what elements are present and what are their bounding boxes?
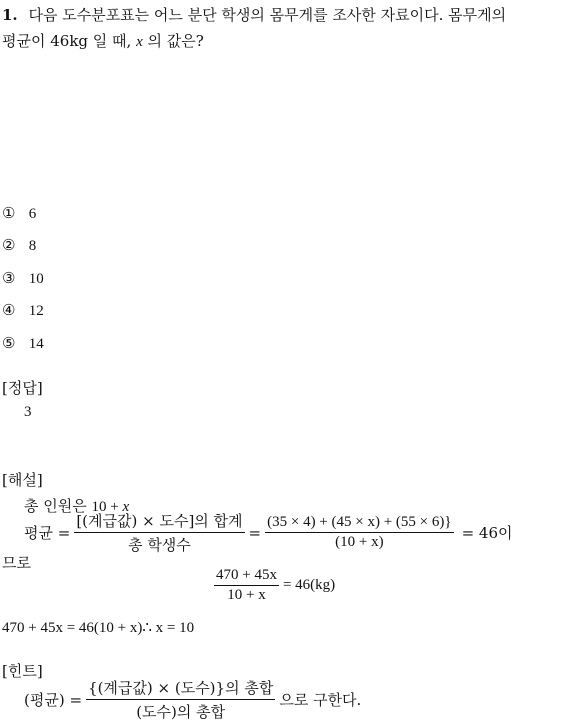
equation-2-numerator: 470 + 45x — [214, 567, 279, 586]
choice-3[interactable] — [2, 269, 44, 288]
hint-formula — [24, 677, 361, 722]
hint-fraction — [86, 677, 275, 722]
hint-fraction-numerator: {(계급값) × (도수)}의 총합 — [86, 677, 275, 700]
explanation-line-3: 므로 — [2, 554, 31, 572]
choice-2[interactable] — [2, 236, 36, 255]
choice-2-value: 8 — [28, 238, 37, 254]
choice-4-mark: ④ — [2, 301, 16, 319]
mean-fraction-1-denominator: 총 학생수 — [128, 536, 191, 554]
mean-fraction-1 — [74, 510, 244, 555]
equation-2-denominator: 10 + x — [227, 587, 266, 603]
explanation-final-line: 470 + 45x = 46(10 + x)∴ x = 10 — [2, 620, 195, 636]
hint-fraction-denominator: (도수)의 총합 — [136, 703, 226, 721]
explanation-total-math: 10 + — [91, 499, 123, 515]
question-variable: x — [136, 34, 143, 50]
equation-2-fraction — [214, 567, 279, 604]
hint-lhs: (평균) = — [24, 691, 83, 709]
choice-3-mark: ③ — [2, 269, 16, 287]
choice-1-mark: ① — [2, 204, 16, 222]
question-text-line-1: 다음 도수분포표는 어느 분단 학생의 몸무게를 조사한 자료이다. 몸무게의 — [28, 6, 507, 24]
explanation-total-var: x — [122, 499, 130, 515]
question-number: 1. — [2, 6, 18, 24]
question-line-1 — [2, 4, 506, 25]
choice-5-value: 14 — [28, 336, 44, 352]
question-text-line-2a: 평균이 46kg 일 때, — [2, 32, 137, 50]
mean-label: 평균 = — [24, 524, 71, 542]
question-line-2 — [2, 30, 204, 51]
choice-4[interactable] — [2, 301, 44, 320]
hint-label: [힌트] — [2, 662, 43, 680]
mean-fraction-2-numerator: (35 × 4) + (45 × x) + (55 × 6)} — [265, 514, 453, 533]
choice-2-mark: ② — [2, 236, 16, 254]
equation-2-result: = 46(kg) — [282, 577, 336, 593]
mean-fraction-2-denominator: (10 + x) — [335, 534, 384, 550]
explanation-equation-2 — [214, 567, 335, 604]
mean-fraction-2 — [265, 514, 453, 551]
explanation-label: [해설] — [2, 471, 43, 489]
hint-tail: 으로 구한다. — [279, 691, 362, 709]
mean-fraction-1-numerator: [(계급값) × 도수]의 합계 — [74, 510, 244, 533]
choice-1-value: 6 — [28, 206, 37, 222]
choice-5-mark: ⑤ — [2, 334, 16, 352]
choice-3-value: 10 — [28, 271, 44, 287]
explanation-total-text: 총 인원은 — [24, 497, 92, 515]
answer-label: [정답] — [2, 379, 43, 397]
choice-5[interactable] — [2, 334, 44, 353]
question-text-line-2b: 의 값은? — [142, 32, 204, 50]
explanation-mean-formula — [24, 510, 513, 555]
equals-sign: = — [248, 523, 262, 542]
mean-result: = 46이 — [461, 524, 513, 542]
answer-value: 3 — [24, 404, 32, 420]
choice-1[interactable] — [2, 204, 36, 223]
choice-4-value: 12 — [28, 303, 44, 319]
